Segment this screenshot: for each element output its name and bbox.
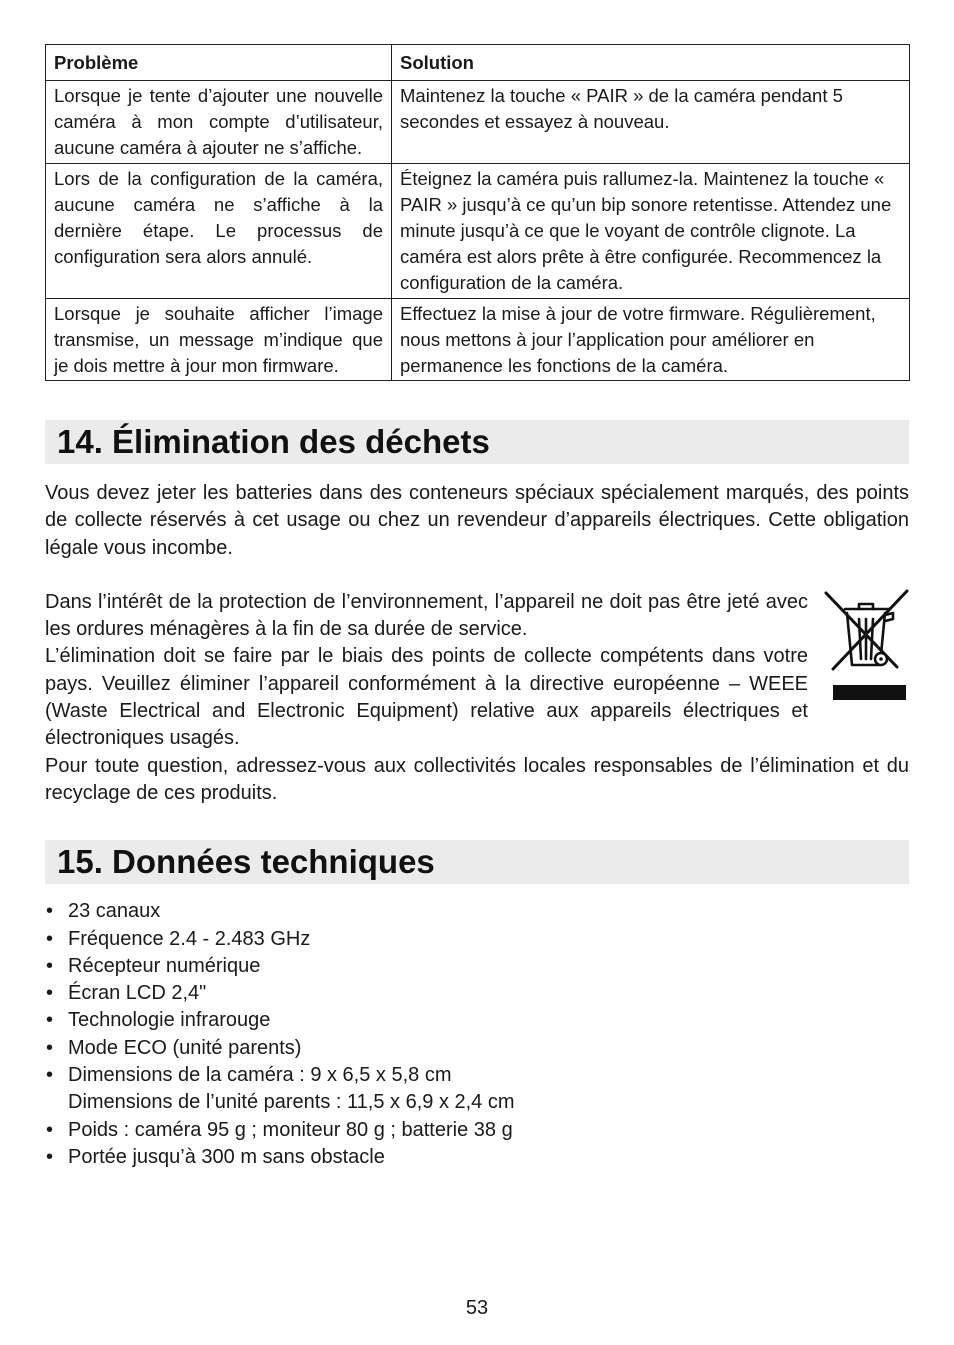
spec-text: Poids : caméra 95 g ; moniteur 80 g ; batterie 38 g xyxy=(68,1118,513,1141)
list-item xyxy=(45,1117,909,1144)
bullet: • xyxy=(46,927,54,950)
weee-crossed-bin-icon xyxy=(823,589,909,701)
solution-cell: Éteignez la caméra puis rallumez-la. Maintenez la touche « PAIR » jusqu’à ce qu’un bip sonore retentisse. Attendez une minute jusqu’à ce que le voyant de contrôle clignote. La caméra est alors prête à être configurée. Recommencez la configuration de la caméra. xyxy=(392,164,910,299)
spec-text: Écran LCD 2,4" xyxy=(68,982,207,1005)
list-item xyxy=(45,1144,909,1171)
bullet: • xyxy=(46,1036,54,1059)
problem-cell: Lorsque je tente d’ajouter une nouvelle caméra à mon compte d’utilisateur, aucune caméra à ajouter ne s’affiche. xyxy=(46,81,392,164)
list-item xyxy=(45,1007,909,1034)
spec-list xyxy=(45,898,909,1171)
disposal-paragraph-environment: Dans l’intérêt de la protection de l’environnement, l’appareil ne doit pas être jeté avec les ordures ménagères à la fin de sa durée de service. xyxy=(45,590,808,641)
spec-text: 23 canaux xyxy=(68,900,161,923)
list-item xyxy=(45,1035,909,1062)
bullet: • xyxy=(46,1118,54,1141)
list-item xyxy=(45,926,909,953)
bullet: • xyxy=(46,900,54,923)
table-row xyxy=(46,164,910,299)
bullet: • xyxy=(46,954,54,977)
solution-cell: Maintenez la touche « PAIR » de la caméra pendant 5 secondes et essayez à nouveau. xyxy=(392,81,910,164)
solution-cell: Effectuez la mise à jour de votre firmware. Régulièrement, nous mettons à jour l’application pour améliorer en permanence les fonctions de la caméra. xyxy=(392,299,910,381)
disposal-paragraph-contact: Pour toute question, adressez-vous aux collectivités locales responsables de l’élimination et du recyclage de ces produits. xyxy=(45,754,909,804)
section-heading-specs: 15. Données techniques xyxy=(45,840,909,884)
disposal-paragraph-weee: L’élimination doit se faire par le biais des points de collecte compétents dans votre pays. Veuillez éliminer l’appareil conformément à la directive européenne – WEEE (Waste Electrical and Electronic Equipment) relative aux appareils électriques et électroniques usagés. xyxy=(45,645,808,750)
weee-block xyxy=(45,589,909,753)
list-item xyxy=(45,980,909,1007)
spec-text: Dimensions de la caméra : 9 x 6,5 x 5,8 cm xyxy=(68,1064,452,1087)
bullet: • xyxy=(46,1064,54,1087)
spec-text: Récepteur numérique xyxy=(68,954,261,977)
list-item xyxy=(45,898,909,925)
header-solution: Solution xyxy=(392,45,910,81)
problem-cell: Lors de la configuration de la caméra, aucune caméra ne s’affiche à la dernière étape. Le processus de configuration sera alors annulé. xyxy=(46,164,392,299)
spec-text: Mode ECO (unité parents) xyxy=(68,1036,302,1059)
troubleshooting-table xyxy=(45,44,910,381)
table-row xyxy=(46,81,910,164)
bullet: • xyxy=(46,982,54,1005)
header-problem: Problème xyxy=(46,45,392,81)
list-item xyxy=(45,953,909,980)
table-header-row xyxy=(46,45,910,81)
spec-text: Fréquence 2.4 - 2.483 GHz xyxy=(68,927,311,950)
bullet: • xyxy=(46,1145,54,1168)
list-item xyxy=(45,1062,909,1117)
bullet: • xyxy=(46,1009,54,1032)
section-heading-disposal: 14. Élimination des déchets xyxy=(45,420,909,464)
spec-text: Portée jusqu’à 300 m sans obstacle xyxy=(68,1145,385,1168)
disposal-paragraph-batteries: Vous devez jeter les batteries dans des conteneurs spéciaux spécialement marqués, des points de collecte réservés à cet usage ou chez un revendeur d’appareils électriques. Cette obligation légale vous incombe. xyxy=(45,482,909,559)
problem-cell: Lorsque je souhaite afficher l’image transmise, un message m’indique que je dois mettre à jour mon firmware. xyxy=(46,299,392,381)
spec-text-continued: Dimensions de l’unité parents : 11,5 x 6,9 x 2,4 cm xyxy=(68,1091,515,1114)
page-content xyxy=(45,44,909,1171)
spec-text: Technologie infrarouge xyxy=(68,1009,271,1032)
page-number: 53 xyxy=(465,1297,489,1319)
table-row xyxy=(46,299,910,381)
